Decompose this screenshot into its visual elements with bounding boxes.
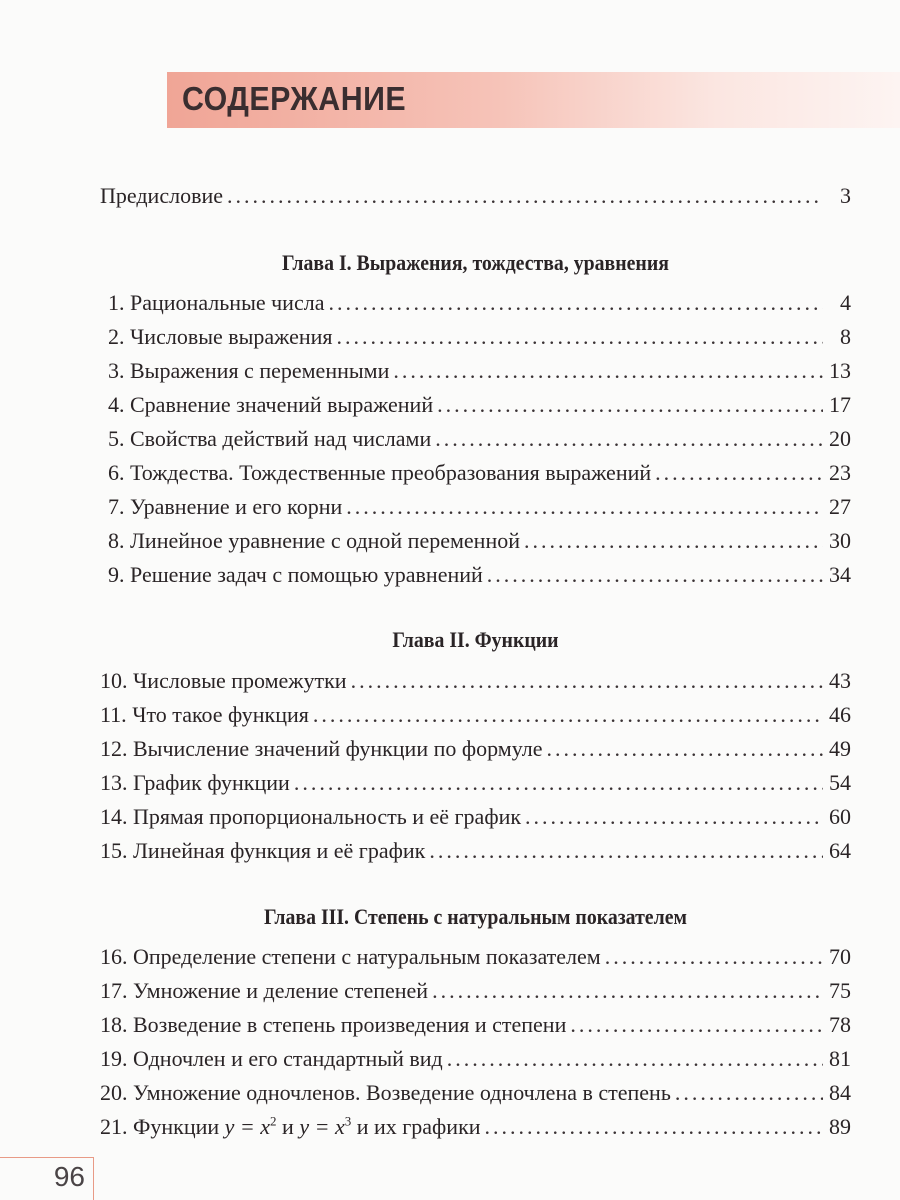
entry-page: 78 bbox=[829, 1012, 851, 1037]
toc-entry[interactable] bbox=[100, 668, 851, 700]
dot-leader bbox=[432, 978, 823, 1004]
title-text: и их графики bbox=[351, 1114, 481, 1139]
entry-title: Что такое функция bbox=[132, 702, 309, 727]
page-number: 96 bbox=[53, 1161, 85, 1192]
toc-entry[interactable] bbox=[108, 562, 851, 594]
entry-title: Предисловие bbox=[100, 183, 223, 208]
toc-entry[interactable] bbox=[108, 324, 851, 356]
entry-page: 34 bbox=[829, 562, 851, 587]
entry-number: 7. bbox=[108, 494, 125, 519]
toc-entry[interactable] bbox=[100, 770, 851, 802]
dot-leader bbox=[313, 702, 823, 728]
entry-number: 9. bbox=[108, 562, 125, 587]
title-text: Функции bbox=[133, 1114, 225, 1139]
chapter-heading-2: Глава II. Функции bbox=[392, 627, 559, 652]
dot-leader bbox=[570, 1012, 823, 1038]
entry-title: График функции bbox=[133, 770, 290, 795]
entry-page: 60 bbox=[829, 804, 851, 829]
toc-entry[interactable] bbox=[108, 290, 851, 322]
toc-entry[interactable] bbox=[108, 392, 851, 424]
entry-page: 84 bbox=[829, 1080, 851, 1105]
entry-number: 2. bbox=[108, 324, 125, 349]
entry-title: Числовые выражения bbox=[130, 324, 333, 349]
toc-entry[interactable] bbox=[108, 426, 851, 458]
exponent: 2 bbox=[270, 1113, 277, 1129]
entry-title: Одночлен и его стандартный вид bbox=[133, 1046, 443, 1071]
exponent: 3 bbox=[344, 1113, 352, 1129]
entry-page: 89 bbox=[829, 1114, 851, 1139]
page-title: СОДЕРЖАНИЕ bbox=[182, 80, 407, 117]
toc-entry[interactable] bbox=[100, 978, 851, 1010]
entry-page: 23 bbox=[829, 460, 851, 485]
entry-number: 19. bbox=[100, 1046, 128, 1071]
dot-leader bbox=[294, 770, 823, 796]
entry-number: 13. bbox=[100, 770, 128, 795]
entry-number: 3. bbox=[108, 358, 125, 383]
entry-number: 10. bbox=[100, 668, 128, 693]
entry-page: 27 bbox=[829, 494, 851, 519]
toc-entry[interactable] bbox=[108, 528, 851, 560]
entry-number: 20. bbox=[100, 1080, 128, 1105]
entry-title: Вычисление значений функции по формуле bbox=[133, 736, 543, 761]
entry-number: 21. bbox=[100, 1114, 128, 1139]
entry-number: 14. bbox=[100, 804, 128, 829]
toc-entry[interactable] bbox=[108, 460, 851, 492]
dot-leader bbox=[605, 944, 823, 970]
entry-title: Выражения с переменными bbox=[130, 358, 390, 383]
entry-number: 12. bbox=[100, 736, 128, 761]
dot-leader bbox=[435, 426, 823, 452]
dot-leader bbox=[429, 838, 823, 864]
entry-title: Уравнение и его корни bbox=[130, 494, 343, 519]
entry-number: 5. bbox=[108, 426, 125, 451]
entry-title: Определение степени с натуральным показателем bbox=[133, 944, 601, 969]
entry-title: Сравнение значений выражений bbox=[130, 392, 434, 417]
chapter-heading-1: Глава I. Выражения, тождества, уравнения bbox=[282, 250, 669, 275]
entry-number: 6. bbox=[108, 460, 125, 485]
entry-number: 17. bbox=[100, 978, 128, 1003]
entry-number: 16. bbox=[100, 944, 128, 969]
formula-text: y = x bbox=[299, 1114, 345, 1139]
entry-page: 17 bbox=[829, 392, 851, 417]
entry-title: Возведение в степень произведения и степени bbox=[133, 1012, 567, 1037]
dot-leader bbox=[346, 494, 823, 520]
dot-leader bbox=[351, 668, 823, 694]
dot-leader bbox=[524, 528, 823, 554]
page-number-box bbox=[0, 1157, 94, 1200]
entry-title: Линейная функция и её график bbox=[133, 838, 426, 863]
entry-title: Умножение одночленов. Возведение одночлена в степень bbox=[133, 1080, 671, 1105]
formula-text: y = x bbox=[224, 1114, 271, 1139]
entry-number: 1. bbox=[108, 290, 125, 315]
entry-page: 43 bbox=[829, 668, 851, 693]
toc-entry[interactable] bbox=[100, 944, 851, 976]
entry-number: 18. bbox=[100, 1012, 128, 1037]
entry-title: Линейное уравнение с одной переменной bbox=[130, 528, 520, 553]
entry-number: 11. bbox=[100, 702, 127, 727]
toc-entry[interactable] bbox=[100, 1080, 851, 1112]
toc-entry[interactable] bbox=[100, 838, 851, 870]
dot-leader bbox=[525, 804, 823, 830]
dot-leader bbox=[437, 392, 823, 418]
toc-entry[interactable] bbox=[100, 702, 851, 734]
entry-page: 54 bbox=[829, 770, 851, 795]
entry-title: Тождества. Тождественные преобразования выражений bbox=[130, 460, 652, 485]
entry-page: 81 bbox=[829, 1046, 851, 1071]
entry-title: Решение задач с помощью уравнений bbox=[130, 562, 483, 587]
toc-entry-preface[interactable] bbox=[100, 183, 851, 215]
entry-title: Числовые промежутки bbox=[133, 668, 347, 693]
entry-title: Прямая пропорциональность и её график bbox=[133, 804, 522, 829]
entry-title: Свойства действий над числами bbox=[130, 426, 432, 451]
toc-entry[interactable] bbox=[100, 1046, 851, 1078]
entry-page: 70 bbox=[829, 944, 851, 969]
entry-title bbox=[133, 1114, 481, 1140]
toc-entry[interactable] bbox=[100, 736, 851, 768]
dot-leader bbox=[547, 736, 824, 762]
entry-page: 30 bbox=[829, 528, 851, 553]
entry-page: 8 bbox=[840, 324, 851, 349]
dot-leader bbox=[328, 290, 823, 316]
entry-page: 49 bbox=[829, 736, 851, 761]
entry-page: 64 bbox=[829, 838, 851, 863]
dot-leader bbox=[675, 1080, 823, 1106]
toc-entry[interactable] bbox=[100, 1012, 851, 1044]
entry-title: Умножение и деление степеней bbox=[133, 978, 429, 1003]
dot-leader bbox=[393, 358, 823, 384]
entry-title: Рациональные числа bbox=[130, 290, 325, 315]
entry-page: 4 bbox=[840, 290, 851, 315]
toc-entry[interactable] bbox=[108, 358, 851, 390]
toc-entry[interactable] bbox=[100, 804, 851, 836]
toc-entry[interactable] bbox=[108, 494, 851, 526]
dot-leader bbox=[447, 1046, 823, 1072]
dot-leader bbox=[337, 324, 823, 350]
entry-page: 20 bbox=[829, 426, 851, 451]
entry-number: 4. bbox=[108, 392, 125, 417]
entry-page: 75 bbox=[829, 978, 851, 1003]
dot-leader bbox=[227, 183, 823, 209]
dot-leader bbox=[487, 562, 823, 588]
entry-page: 3 bbox=[840, 183, 851, 208]
entry-number: 8. bbox=[108, 528, 125, 553]
entry-page: 46 bbox=[829, 702, 851, 727]
dot-leader bbox=[655, 460, 823, 486]
dot-leader bbox=[485, 1114, 823, 1140]
entry-number: 15. bbox=[100, 838, 128, 863]
title-text: и bbox=[276, 1114, 300, 1139]
toc-entry[interactable] bbox=[100, 1114, 851, 1146]
entry-page: 13 bbox=[829, 358, 851, 383]
chapter-heading-3: Глава III. Степень с натуральным показателем bbox=[264, 904, 687, 929]
